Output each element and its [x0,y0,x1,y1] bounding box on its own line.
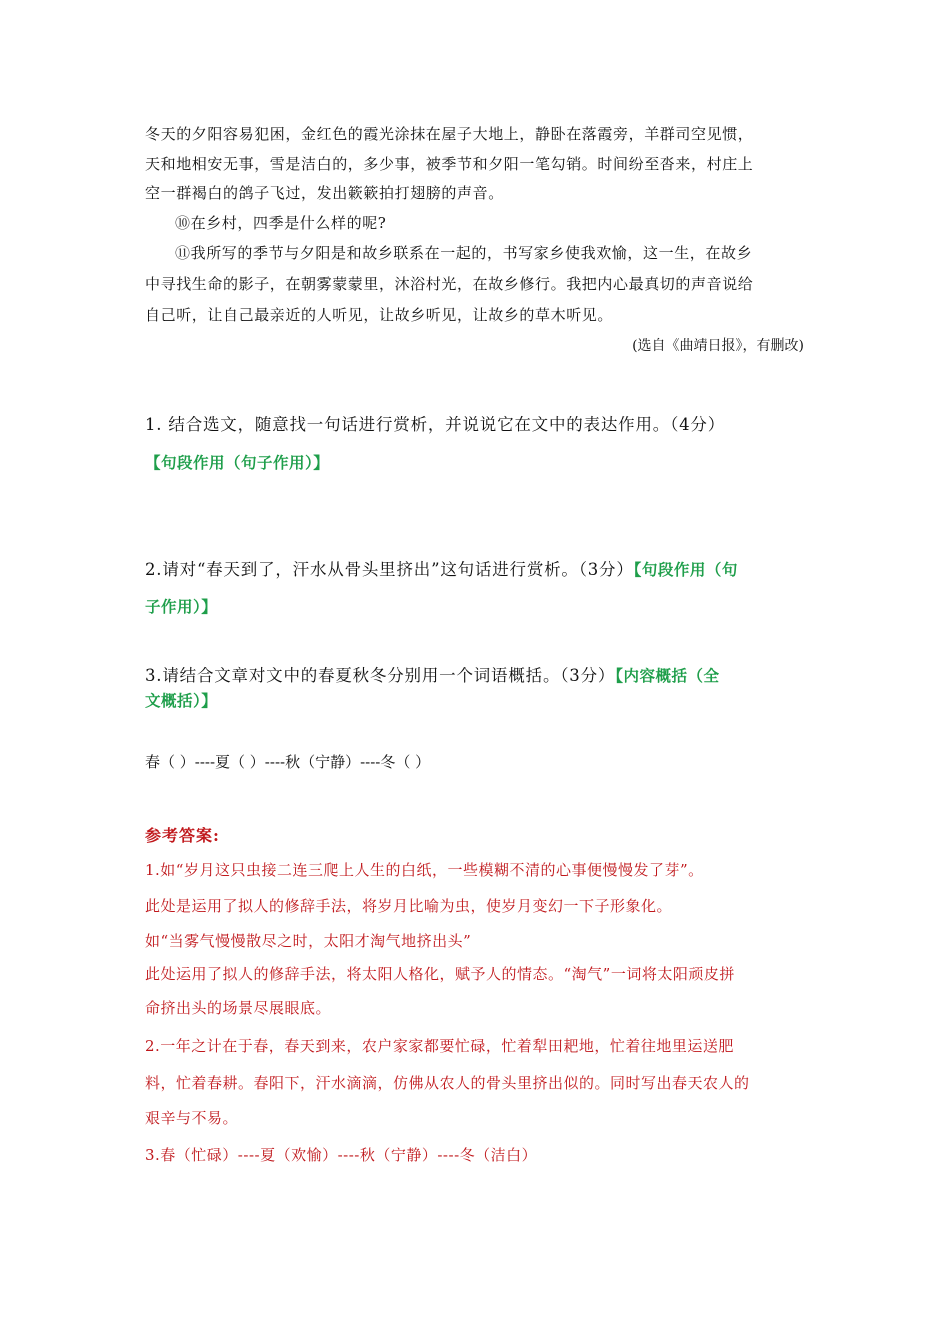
question-3-text: 3.请结合文章对文中的春夏秋冬分别用一个词语概括。（3分） [145,666,616,685]
question-2-tag: 【句段作用（句 [633,561,738,579]
answer-line: 2.一年之计在于春，春天到来，农户家家都要忙碌，忙着犁田耙地，忙着往地里运送肥 [145,1037,734,1055]
passage-line: 冬天的夕阳容易犯困，金红色的霞光涂抹在屋子大地上，静卧在落霞旁，羊群司空见惯， [145,125,754,143]
question-1-tag: 【句段作用（句子作用）】 [145,454,330,472]
answer-line: 1.如“岁月这只虫接二连三爬上人生的白纸，一些模糊不清的心事便慢慢发了芽”。 [145,861,704,879]
passage-line: 空一群褐白的鸽子飞过，发出簌簌拍打翅膀的声音。 [145,184,504,202]
passage-line: 天和地相安无事，雪是洁白的，多少事，被季节和夕阳一笔勾销。时间纷至沓来，村庄上 [145,155,754,173]
answer-line: 命挤出头的场景尽展眼底。 [145,999,332,1017]
answer-line: 3.春（忙碌）----夏（欢愉）----秋（宁静）----冬（洁白） [145,1146,538,1164]
paragraph-11-line: ⑪我所写的季节与夕阳是和故乡联系在一起的，书写家乡使我欢愉，这一生，在故乡 [175,244,753,262]
question-3-tag-continued: 文概括）】 [145,692,218,710]
paragraph-11-line: 中寻找生命的影子，在朝雾蒙蒙里，沐浴村光，在故乡修行。我把内心最真切的声音说给 [145,275,754,293]
question-3-blanks: 春（ ）----夏（ ）----秋（宁静）----冬（ ） [145,753,431,771]
answer-line: 如“当雾气慢慢散尽之时，太阳才淘气地挤出头” [145,932,472,950]
question-2-tag-continued: 子作用）】 [145,598,218,616]
answer-line: 此处运用了拟人的修辞手法，将太阳人格化，赋予人的情态。“淘气”一词将太阳顽皮拼 [145,965,735,983]
answer-line: 艰辛与不易。 [145,1109,239,1127]
paragraph-11-line: 自己听，让自己最亲近的人听见，让故乡听见，让故乡的草木听见。 [145,306,614,324]
source-citation: (选自《曲靖日报》，有删改) [632,338,804,354]
question-2 [145,559,738,581]
answer-title: 参考答案: [145,826,220,845]
answer-line: 料，忙着春耕。春阳下，汗水滴滴，仿佛从农人的骨头里挤出似的。同时写出春天农人的 [145,1074,750,1092]
question-3-tag: 【内容概括（全 [615,667,720,685]
question-2-text: 2.请对“春天到了，汗水从骨头里挤出”这句话进行赏析。（3分） [145,560,634,579]
answer-line: 此处是运用了拟人的修辞手法，将岁月比喻为虫，使岁月变幻一下子形象化。 [145,897,673,915]
question-3 [145,665,719,687]
question-1: 1. 结合选文，随意找一句话进行赏析，并说说它在文中的表达作用。（4分） [145,415,726,434]
paragraph-10: ⑩在乡村，四季是什么样的呢? [175,214,387,232]
